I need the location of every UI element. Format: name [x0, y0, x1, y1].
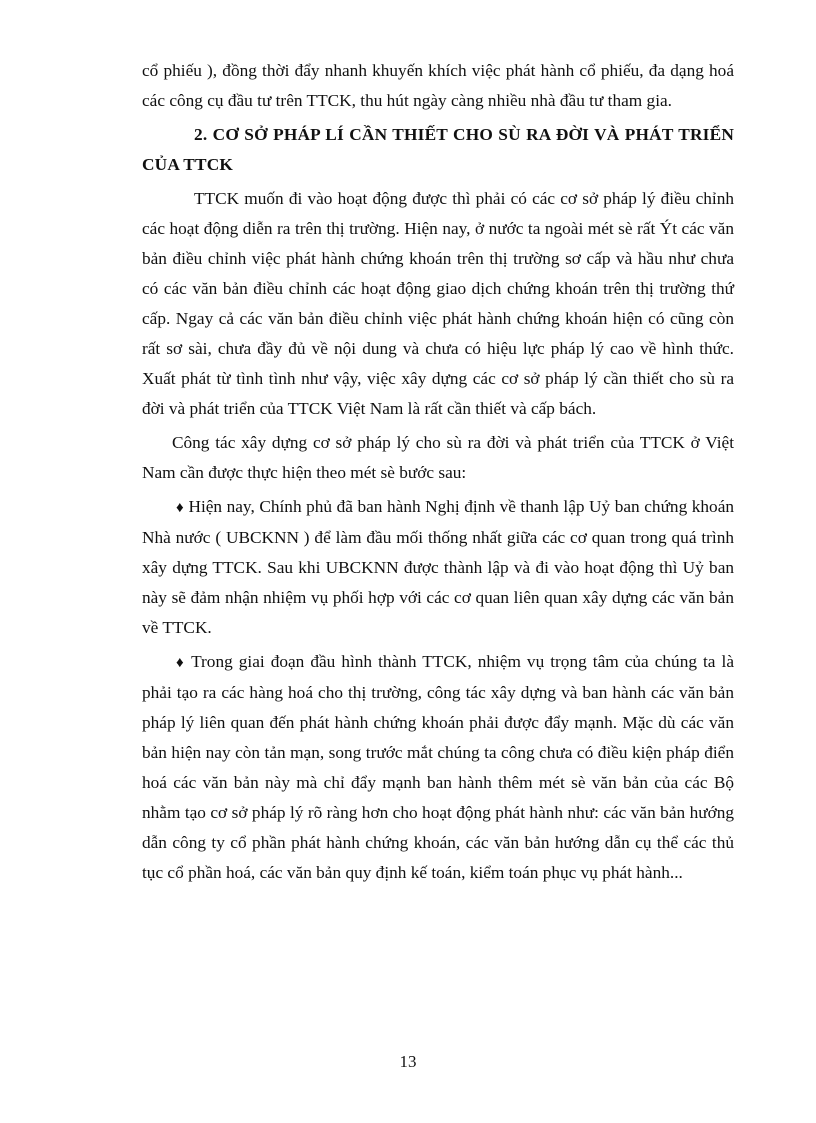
paragraph-intro-continuation: cổ phiếu ), đồng thời đẩy nhanh khuyến khích việc phát hành cổ phiếu, đa dạng hoá các công cụ đầu tư trên TTCK, thu hút ngày càng nhiều nhà đầu tư tham gia.	[142, 61, 734, 110]
paragraph-legal-basis: TTCK muốn đi vào hoạt động được thì phải có các cơ sở pháp lý điều chỉnh các hoạt động diễn ra trên thị trường. Hiện nay, ở nước ta ngoài mét sè rất Ýt các văn bản điều chỉnh việc phát hành chứng khoán trên thị trường sơ cấp và hầu như chưa có các văn bản điều chỉnh các hoạt động giao dịch chứng khoán trên thị trường thứ cấp. Ngay cả các văn bản điều chỉnh việc phát hành chứng khoán hiện có cũng còn rất sơ sài, chưa đầy đủ về nội dung và chưa có hiệu lực pháp lý cao về hình thức. Xuất phát từ tình tình như vậy, việc xây dựng các cơ sở pháp lý cần thiết cho sù ra đời và phát triển của TTCK Việt Nam là rất cần thiết và cấp bách.	[142, 189, 734, 418]
diamond-bullet-icon: ♦	[176, 655, 186, 671]
paragraph-steps-intro: Công tác xây dựng cơ sở pháp lý cho sù ra đời và phát triển của TTCK ở Việt Nam cần được thực hiện theo mét sè bước sau:	[142, 433, 734, 482]
bullet-item-commission	[142, 492, 734, 643]
bullet-text: Hiện nay, Chính phủ đã ban hành Nghị định về thanh lập Uỷ ban chứng khoán Nhà nước ( UBCKNN ) để làm đầu mối thống nhất giữa các cơ quan trong quá trình xây dựng TTCK. Sau khi UBCKNN được thành lập và đi vào hoạt động thì Uỷ ban này sẽ đảm nhận nhiệm vụ phối hợp với các cơ quan liên quan xây dựng các văn bản về TTCK.	[142, 497, 735, 637]
section-heading: 2. CƠ SỞ PHÁP LÍ CẦN THIẾT CHO SÙ RA ĐỜI VÀ PHÁT TRIỂN CỦA TTCK	[142, 125, 734, 174]
diamond-bullet-icon: ♦	[176, 500, 184, 516]
document-page	[142, 56, 734, 888]
page-number: 13	[399, 1052, 417, 1071]
bullet-item-issuance	[142, 647, 734, 888]
bullet-text: Trong giai đoạn đầu hình thành TTCK, nhiệm vụ trọng tâm của chúng ta là phải tạo ra các hàng hoá cho thị trường, công tác xây dựng và ban hành các văn bản pháp lý liên quan đến phát hành chứng khoán phải được đẩy mạnh. Mặc dù các văn bản hiện nay còn tản mạn, song trước mắt chúng ta công chưa có điều kiện pháp điển hoá các văn bản này mà chỉ đẩy mạnh ban hành thêm mét sè văn bản của các Bộ nhằm tạo cơ sở pháp lý rõ ràng hơn cho hoạt động phát hành như: các văn bản hướng dẫn công ty cổ phần phát hành chứng khoán, các văn bản hướng dẫn cụ thể các thủ tục cổ phần hoá, các văn bản quy định kế toán, kiểm toán phục vụ phát hành...	[142, 652, 734, 882]
